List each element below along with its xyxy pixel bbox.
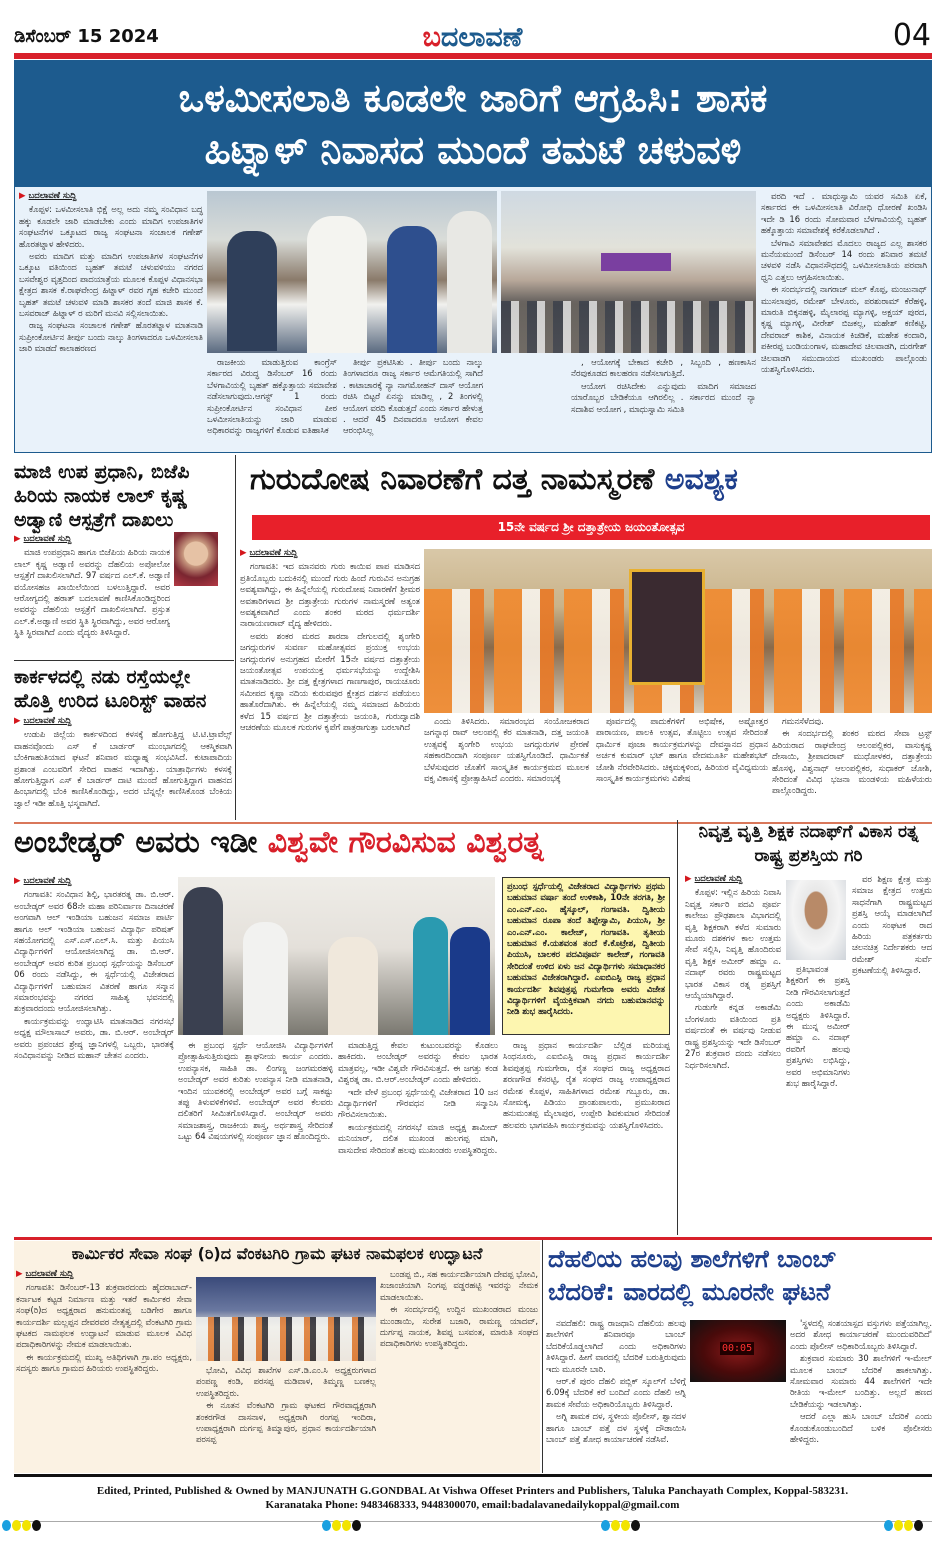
protest-photo-right bbox=[501, 191, 756, 353]
advani-photo bbox=[174, 532, 218, 586]
registration-marks bbox=[0, 1516, 945, 1528]
byline: ▶ ಬದಲಾವಣೆ ಸುದ್ದಿ bbox=[19, 191, 203, 202]
guru-col4: ಗಮನಸೆಳೆದವು. ಈ ಸಂದರ್ಭದಲ್ಲಿ ಶಂಕರ ಮಠದ ಸೇವಾ ಟ್ರಸ್ಟ್ ಹಿರಿಯರಾದ ರಾಘವೇಂದ್ರ ಆಲಂಪಲ್ಲಿಕರ, ವಾಸುಕೃಷ್ಣ ದೇಸಾಯಿ, ಶ್ರೀಪಾದರಾವ್ ಮುಧೋಳಕರ, ದತ್ತಾತ್ರೇಯ ಹೊಸಳ್ಳಿ, ವಿಶ್ವನಾಥ್ ಆಲಂಪಲ್ಲಿಕರ, ಸುಧಾಕರ್ ಜೋಶಿ, ಸೇರಿದಂತೆ ವಿವಿಧ ಭಜನಾ ಮಂಡಳಿಯ ಮಹಿಳೆಯರು ಪಾಲ್ಗೊಂಡಿದ್ದರು. bbox=[772, 716, 932, 796]
column-divider bbox=[677, 820, 678, 1235]
lead-headline-line2: ಹಿಟ್ನಾಳ್ ನಿವಾಸದ ಮುಂದೆ ತಮಟೆ ಚಳುವಳಿ bbox=[204, 128, 742, 172]
karmika-headline: ಕಾರ್ಮಿಕರ ಸೇವಾ ಸಂಘ (ರಿ)ದ ವೆಂಕಟಗಿರಿ ಗ್ರಾಮ ಘಟಕ ನಾಮಫಲಕ ಉದ್ಘಾಟನೆ bbox=[71, 1244, 483, 1263]
ambedkar-headline: ಅಂಬೇಡ್ಕರ್ ಅವರು ಇಡೀ ವಿಶ್ವವೇ ಗೌರವಿಸುವ ವಿಶ್ವರತ್ನ bbox=[14, 825, 544, 860]
logo-rest: ದಲಾವಣೆ bbox=[440, 22, 523, 53]
nadaf-col2: ಪ್ರತಿಭಾವಂತ ಶಿಕ್ಷಕರಿಗೆ ಈ ಪ್ರಶಸ್ತಿ ನೀಡಿ ಗೌರವಿಸಲಾಗುತ್ತದೆ ಎಂದು ಅಕಾಡೆಮಿ ಅಧ್ಯಕ್ಷರು ತಿಳಿಸಿದ್ದಾರೆ. ಈ ಮುನ್ನ ಅಮೀರ್ ಹಮ್ಜಾ ಎ. ನದಾಫ್ ರವರಿಗೆ ಹಲವು ಪ್ರಶಸ್ತಿಗಳು ಲಭಿಸಿದ್ದು, ಅವರ ಅಭಿಮಾನಿಗಳು ಶುಭ ಹಾರೈಸಿದ್ದಾರೆ. bbox=[786, 964, 850, 1089]
delhi-col2: 'ಸ್ಥಳದಲ್ಲಿ ಸಂಶಯಾಸ್ಪದ ವಸ್ತುಗಳು ಪತ್ತೆಯಾಗಿಲ್ಲ. ಅದರ ಶೋಧ ಕಾರ್ಯಾಚರಣೆ ಮುಂದುವರಿದಿದೆ' ಎಂದು ಪೊಲೀಸ್ ಅಧಿಕಾರಿಯೊಬ್ಬರು ತಿಳಿಸಿದ್ದಾರೆ. ಶುಕ್ರವಾರ ಸುಮಾರು 30 ಶಾಲೆಗಳಿಗೆ ಇ-ಮೇಲ್ ಮೂಲಕ ಬಾಂಬ್ ಬೆದರಿಕೆ ಹಾಕಲಾಗಿತ್ತು. ಸೋಮವಾರ ಸುಮಾರು 44 ಶಾಲೆಗಳಿಗೆ ಇದೇ ರೀತಿಯ ಇ-ಮೇಲ್ ಬಂದಿತ್ತು. ಅಲ್ಲದೆ ಹಣದ ಬೇಡಿಕೆಯನ್ನು ಇಡಲಾಗಿತ್ತು. ಆದರೆ ಎಲ್ಲಾ ಹುಸಿ ಬಾಂಬ್ ಬೆದರಿಕೆ ಎಂದು ಕೊಂಡುಕೊಂಡುಬಂದಿದೆ ಬಳಿಕ ಪೊಲೀಸರು ಹೇಳಿದ್ದರು. bbox=[790, 1318, 932, 1445]
advani-body: ▶ ಬದಲಾವಣೆ ಸುದ್ದಿ ಮಾಜಿ ಉಪಪ್ರಧಾನಿ ಹಾಗೂ ಬಿಜೆಪಿಯ ಹಿರಿಯ ನಾಯಕ ಲಾಲ್ ಕೃಷ್ಣ ಅಡ್ವಾಣಿ ಅವರನ್ನು ದೆಹಲಿಯ ಅಪೋಲೋ ಆಸ್ಪತ್ರೆಗೆ ದಾಖಲಿಸಲಾಗಿದೆ. 97 ವರ್ಷದ ಎಲ್.ಕೆ. ಅಡ್ವಾಣಿ ವಯೋಸಹಜ ಖಾಯಿಲೆಯಿಂದ ಬಳಲುತ್ತಿದ್ದಾರೆ. ಅವರ ಆರೋಗ್ಯದಲ್ಲಿ ಹಠಾತ್ ಬದಲಾವಣೆ ಕಾಣಿಸಿಕೊಂಡಿದ್ದರಿಂದ ಅವರನ್ನು ದೆಹಲಿಯ ಆಸ್ಪತ್ರೆಗೆ ದಾಖಲಿಸಲಾಗಿದೆ. ಪ್ರಸ್ತುತ ಎಲ್.ಕೆ.ಅಡ್ವಾಣಿ ಅವರ ಸ್ಥಿತಿ ಸ್ಥಿರವಾಗಿದ್ದು, ಅವರ ಆರೋಗ್ಯ ಸ್ಥಿತಿ ಸ್ಥಿರವಾಗಿದೆ ಎಂದು ವೈದ್ಯರು ತಿಳಿಸಿದ್ದಾರೆ. bbox=[14, 534, 170, 654]
lead-story bbox=[14, 186, 932, 453]
lead-headline-banner bbox=[14, 60, 932, 186]
ambedkar-col1: ▶ ಬದಲಾವಣೆ ಸುದ್ದಿ ಗಂಗಾವತಿ: ಸಂವಿಧಾನ ಶಿಲ್ಪಿ, ಭಾರತರತ್ನ ಡಾ. ಬಿ.ಆರ್. ಅಂಬೇಡ್ಕರ್ ಅವರ 68ನೇ ಮಹಾ ಪರಿನಿರ್ವಾಣ ದಿನಾಚರಣೆ ಅಂಗವಾಗಿ ಆಲ್ ಇಂಡಿಯಾ ಬಹುಜನ ಸಮಾಜ ಪಾರ್ಟಿ ಹಾಗೂ ಆಲ್ ಇಂಡಿಯಾ ಬಹುಜನ ವಿದ್ಯಾರ್ಥಿ ಪರಿಷತ್ ಸಹಯೋಗದಲ್ಲಿ ಎಸ್.ಎಸ್.ಎಲ್.ಸಿ. ಮತ್ತು ಪಿಯುಸಿ ವಿದ್ಯಾರ್ಥಿಗಳಿಗೆ ಆಯೋಜಿಸಲಾಗಿದ್ದ ಡಾ. ಬಿ.ಆರ್. ಅಂಬೇಡ್ಕರ್ ಅವರ ಕುರಿತ ಪ್ರಬಂಧ ಸ್ಪರ್ಧೆಯನ್ನು ಡಿಸೆಂಬರ್ 06 ರಂದು ನಡೆಸಿದ್ದು, ಈ ಸ್ಪರ್ಧೆಯಲ್ಲಿ ವಿಜೇತರಾದ ವಿದ್ಯಾರ್ಥಿಗಳಿಗೆ ಬಹುಮಾನ ವಿತರಣೆ ಹಾಗೂ ಸನ್ಮಾನ ಸಮಾರಂಭವನ್ನು ನಗರದ ಸಾಹಿತ್ಯ ಭವನದಲ್ಲಿ ಶುಕ್ರವಾರದಂದು ಆಯೋಜಿಸಲಾಗಿತ್ತು. ಕಾರ್ಯಕ್ರಮವನ್ನು ಉದ್ಘಾಟಿಸಿ ಮಾತನಾಡಿದ ನಗರಸಭೆ ಅಧ್ಯಕ್ಷ ಮೌಲಾಸಾಬ್ ಅವರು, ಡಾ. ಬಿ.ಆರ್. ಅಂಬೇಡ್ಕರ್ ಅವರು ಪ್ರಪಂಚದ ಶ್ರೇಷ್ಠ ಜ್ಞಾನಿಗಳಲ್ಲಿ ಒಬ್ಬರು, ಭಾರತಕ್ಕೆ ಸಂವಿಧಾನವನ್ನು ನೀಡಿದ ಮಹಾನ್ ಚೇತನ ಎಂದರು. bbox=[14, 876, 174, 1234]
issue-date: ಡಿಸೆಂಬರ್ 15 2024 bbox=[14, 26, 159, 47]
imprint: Edited, Printed, Published & Owned by MANJUNATH G.GONDBAL At Vishwa Offeset Printers and Publishers, Taluka Panchayath Complex, Koppal-583231. Karanataka Phone: 9483468333, 9448300070, email:badalavanedailykoppal@gmail.com bbox=[96, 1485, 849, 1511]
prize-winners-box: ಪ್ರಬಂಧ ಸ್ಪರ್ಧೆಯಲ್ಲಿ ವಿಜೇತರಾದ ವಿದ್ಯಾರ್ಥಿಗಳು ಪ್ರಥಮ ಬಹುಮಾನ ವರ್ಷಾ ತಂದೆ ಉಳಿಕಾಶಿ, 10ನೇ ತರಗತಿ, ಶ್ರೀ ಎಂ.ಎನ್.ಎಂ. ಹೈಸ್ಕೂಲ್, ಗಂಗಾವತಿ. ದ್ವಿತೀಯ ಬಹುಮಾನ ರೂಪಾ ತಂದೆ ತಿಪ್ಪೇಸ್ವಾಮಿ, ಪಿಯುಸಿ, ಶ್ರೀ ಎಂ.ಎನ್.ಎಂ. ಕಾಲೇಜ್, ಗಂಗಾವತಿ. ತೃತೀಯ ಬಹುಮಾನ ಕೆ.ಯಶವಂತ ತಂದೆ ಕೆ.ಕೊಟ್ರೇಶ, ದ್ವಿತೀಯ ಪಿಯುಸಿ, ಬಾಲಕರ ಪದವಿಪೂರ್ವ ಕಾಲೇಜ್, ಗಂಗಾವತಿ ಸೇರಿದಂತೆ ಉಳಿದ ಏಳು ಜನ ವಿದ್ಯಾರ್ಥಿಗಳು ಸಮಾಧಾನಕರ ಬಹುಮಾನ ವಿಜೇತರಾಗಿದ್ದಾರೆ. ಎಐಬಿಎಸ್ಪಿ ರಾಜ್ಯ ಪ್ರಧಾನ ಕಾರ್ಯದರ್ಶಿ ಶಿವಪುತ್ರಪ್ಪ ಗುಮಗೇರಾ ಅವರು ವಿಜೇತ ವಿದ್ಯಾರ್ಥಿಗಳಿಗೆ ವೈಯಕ್ತಿಕವಾಗಿ ನಗದು ಬಹುಮಾನವನ್ನು ನೀಡಿ ಶುಭ ಹಾರೈಸಿದರು. bbox=[502, 877, 670, 1035]
bomb-photo bbox=[690, 1320, 786, 1382]
delhi-col1: ನವದೆಹಲಿ: ರಾಷ್ಟ್ರ ರಾಜಧಾನಿ ದೆಹಲಿಯ ಹಲವು ಶಾಲೆಗಳಿಗೆ ಶನಿವಾರವೂ ಬಾಂಬ್ ಬೆದರಿಕೆಯೊಡ್ಡಲಾಗಿದೆ ಎಂದು ಅಧಿಕಾರಿಗಳು ತಿಳಿಸಿದ್ದಾರೆ. ಹೀಗೆ ವಾರದಲ್ಲಿ ಬೆದರಿಕೆ ಬರುತ್ತಿರುವುದು ಇದು ಮೂರನೇ ಬಾರಿ. ಆರ್.ಕೆ ಪುರಂ ದೆಹಲಿ ಪಬ್ಲಿಕ್ ಸ್ಕೂಲ್‌ಗೆ ಬೆಳಿಗ್ಗೆ 6.09ಕ್ಕೆ ಬೆದರಿಕೆ ಕರೆ ಬಂದಿದೆ ಎಂದು ದೆಹಲಿ ಅಗ್ನಿ ಶಾಮಕ ಸೇವೆಯ ಅಧಿಕಾರಿಯೊಬ್ಬರು ತಿಳಿಸಿದ್ದಾರೆ. ಅಗ್ನಿ ಶಾಮಕ ದಳ, ಸ್ಥಳೀಯ ಪೊಲೀಸ್, ಶ್ವಾನದಳ ಹಾಗೂ ಬಾಂಬ್ ಪತ್ತೆ ದಳ ಸ್ಥಳಕ್ಕೆ ದೌಡಾಯಿಸಿ ಬಾಂಬ್ ಪತ್ತೆ ಶೋಧ ಕಾರ್ಯಾಚರಣೆ ನಡೆಸಿವೆ. bbox=[546, 1318, 686, 1445]
divider bbox=[14, 660, 234, 661]
nadaf-col1: ▶ ಬದಲಾವಣೆ ಸುದ್ದಿ ಕೊಪ್ಪಳ: ಇಲ್ಲಿನ ಹಿರಿಯ ನಿವಾಸಿ ನಿವೃತ್ತ ಸರ್ಕಾರಿ ಪದವಿ ಪೂರ್ವ ಕಾಲೇಜು ಪ್ರೌಢಶಾಲಾ ವಿಭಾಗದಲ್ಲಿ ವೃತ್ತಿ ಶಿಕ್ಷಕರಾಗಿ ಕಳೆದ ಸುಮಾರು ಮೂರು ದಶಕಗಳ ಕಾಲ ಉತ್ತಮ ಸೇವೆ ಸಲ್ಲಿಸಿ, ನಿವೃತ್ತಿ ಹೊಂದಿರುವ ವೃತ್ತಿ ಶಿಕ್ಷಕ ಅಮೀರ್ ಹಮ್ಜಾ ಎ. ನದಾಫ್ ರವರು ರಾಷ್ಟ್ರಮಟ್ಟದ ಭಾರತ ವಿಕಾಸ ರತ್ನ ಪ್ರಶಸ್ತಿಗೆ ಆಯ್ಕೆಯಾಗಿದ್ದಾರೆ. ಗುಡುಗೇ ಕನ್ನಡ ಅಕಾಡೆಮಿ ಬೆಂಗಳೂರು ವತಿಯಿಂದ ಪ್ರತಿ ವರ್ಷದಂತೆ ಈ ವರ್ಷವು ನೀಡುವ ರಾಷ್ಟ್ರ ಪ್ರಶಸ್ತಿಯನ್ನು ಇದೇ ಡಿಸೆಂಬರ್ 27ರ ಶುಕ್ರವಾರ ದಂದು ನಡೆಸಲು ನಿರ್ಧರಿಸಲಾಗಿದೆ. bbox=[685, 874, 781, 1234]
footer-rule bbox=[14, 1474, 932, 1477]
guru-col1: ▶ ಬದಲಾವಣೆ ಸುದ್ದಿ ಗಂಗಾವತಿ: ಇದ ಮಾನವರು ಗುರು ಕಾಯಿವ ಪಾಪ ಮಾಡಿಸದ ಪ್ರತಿಯೊಬ್ಬರು ಬದುಕಿನಲ್ಲಿ ಮುಂದೆ ಗುರು ಹಿಂದೆ ಗುರುವಿನ ಅನುಗ್ರಹ ಅವಶ್ಯವಾಗಿದ್ದು, ಈ ಹಿನ್ನೆಲೆಯಲ್ಲಿ ಗುರುದೋಷ ನಿವಾರಣೆಗೆ ಶ್ರೀಮಠ ಅವತಾರಿಗಳಾದ ಶ್ರೀ ದತ್ತಾತ್ರೇಯ ಗುರುಗಳ ನಾಮಸ್ಮರಣೆ ಅತ್ಯಂತ ಅವಶ್ಯಕವಾಗಿದೆ ಎಂದು ಶಂಕರ ಮಠದ ಧರ್ಮದರ್ಶಿ ನಾರಾಯಣರಾವ್ ವೈದ್ಯ ಹೇಳಿದರು. ಅವರು ಶಂಕರ ಮಠದ ಶಾರದಾ ದೇಗುಲದಲ್ಲಿ ಶೃಂಗೇರಿ ಜಗದ್ಗುರುಗಳ ಸುವರ್ಣ ಮಹೋತ್ಸವದ ಪ್ರಯುಕ್ತ ಉಭಯ ಜಗದ್ಗುರುಗಳ ಅನುಗ್ರಹದ ಮೇರೆಗೆ 15ನೇ ವರ್ಷದ ದತ್ತಾತ್ರೇಯ ಜಯಂತೋತ್ಸವ ಉಪಯುಕ್ತ ಧರ್ಮಸಭೆಯನ್ನು ಉದ್ದೇಶಿಸಿ ಮಾತನಾಡಿದರು. ಶ್ರೀ ದತ್ತ ಕ್ಷೇತ್ರಗಳಾದ ಗಾಣಗಾಪುರ, ರಾಯಚೂರು ಸಮೀಪದ ಕೃಷ್ಣಾ ನದಿಯ ಕುರುವಪುರ ಕ್ಷೇತ್ರದ ದರ್ಶನ ಪಡೆಯಲು ಹಾತೊರೆದಾಗಿತು. ಈ ಹಿನ್ನೆಲೆಯಲ್ಲಿ ನಮ್ಮ ಸಮಾಜದ ಹಿರಿಯರು ಕಳೆದ 15 ವರ್ಷದ ಶ್ರೀ ದತ್ತಾತ್ರೇಯ ಜಯಂತಿ, ಗುರುದ್ವಾದಶಿ ಆಚರಣೆಯ ಮೂಲಕ ಗುರುಗಳ ಕೃಪೆಗೆ ಪಾತ್ರರಾಗುತ್ತಾ ಬರಲಾಗಿದೆ bbox=[240, 548, 420, 820]
guru-headline: ಗುರುದೋಷ ನಿವಾರಣೆಗೆ ದತ್ತ ನಾಮಸ್ಮರಣೆ ಅವಶ್ಯಕ bbox=[250, 462, 738, 497]
lead-story-col4: , ಆಯೋಗಕ್ಕೆ ಬೇಕಾದ ಕಚೇರಿ , ಸಿಬ್ಬಂದಿ , ಹಣಕಾಸಿನ ನೆರವುಕೂಡದ ಕಾಲಹರಣ ನಡೆಸಲಾಗುತ್ತಿದೆ. ಆಯೋಗ ರಚಿಸಿದೇಕು ಎನ್ನುವುದು ಮಾದಿಗ ಸಮಾಜದ ಯಾರೊಬ್ಬರ ಬೇಡಿಕೆಯೂ ಆಗಿರಲಿಲ್ಲ . ಸರ್ಕಾರದ ಮುಂದೆ ನ್ಯಾ ಸದಾಶಿವ ಆಯೋಗ , ಮಾಧುಸ್ವಾಮಿ ಸಮಿತಿ bbox=[571, 357, 756, 414]
column-divider bbox=[235, 455, 236, 820]
karmika-col2: ಬಂಡಪ್ಪ ಬಿ., ಸಹ ಕಾರ್ಯದರ್ಶಿಯಾಗಿ ದೇವಪ್ಪ ಭೋವಿ, ಖಜಾಂಚಿಯಾಗಿ ನಿಂಗಪ್ಪ ವಡ್ಡರಹಟ್ಟಿ ಇವರನ್ನು ನೇಮಕ ಮಾಡಲಾಯಿತು. ಈ ಸಂದರ್ಭದಲ್ಲಿ ಉದ್ದಿನ ಮುಖಂಡರಾದ ಮಂಜು ಮುಂಡಾಯಿ, ಸುರೇಶ ಬಜಾರಿ, ರಾಮಣ್ಣ ಯಾದವ್, ದುರ್ಗಪ್ಪ ನಾಯಕ, ಶಿವಪ್ಪ ಬಸವಂತ, ಮಾರುತಿ ಸಂಘದ ಪದಾಧಿಕಾರಿಗಳು ಉಪಸ್ಥಿತರಿದ್ದರು. bbox=[380, 1269, 538, 1349]
section-rule bbox=[14, 1237, 932, 1240]
karmika-col3: ಭೋವಿ, ವಿವಿಧ ಶಾಖೆಗಳ ಎಸ್.ಡಿ.ಎಂ.ಸಿ ಅಧ್ಯಕ್ಷರುಗಳಾದ ಪಂಪಣ್ಣ ಕಂಡಿ, ಪರಸಪ್ಪ ಮಡಿವಾಳ, ತಿಮ್ಮಣ್ಣ ಬಣಕಲ್ಲ ಉಪಸ್ಥಿತರಿದ್ದರು. ಈ ನೂತನ ವೆಂಕಟಗಿರಿ ಗ್ರಾಮ ಘಟಕದ ಗೌರವಾಧ್ಯಕ್ಷರಾಗಿ ಶಂಕರಗೌಡ ದಾಸನಾಳ, ಅಧ್ಯಕ್ಷರಾಗಿ ರಂಗಪ್ಪ ಇಂದಿರಾ, ಉಪಾಧ್ಯಕ್ಷರಾಗಿ ದುರ್ಗಪ್ಪ ತಿಮ್ಮಾಪುರ, ಪ್ರಧಾನ ಕಾರ್ಯದರ್ಶಿಯಾಗಿ ಪರಸಪ್ಪ bbox=[196, 1365, 376, 1445]
protest-photo-left bbox=[207, 191, 497, 353]
karkala-body: ▶ ಬದಲಾವಣೆ ಸುದ್ದಿ ಉಡುಪಿ ಜಿಲ್ಲೆಯ ಕಾರ್ಕಳದಿಂದ ಕಳಸಕ್ಕೆ ಹೋಗುತ್ತಿದ್ದ ಟಿ.ಟಿ.ಟ್ರಾವೆಲ್ಸ್ ವಾಹನವೊಂದು ಎಸ್ ಕೆ ಬಾರ್ಡರ್ ಮುಂಭಾಗದಲ್ಲಿ ಆಕಸ್ಮಿಕವಾಗಿ ಬೆಂಕಿಗಾಹುತಿಯಾದ ಘಟನೆ ಶನಿವಾರ ಮಧ್ಯಾಹ್ನ ಸಂಭವಿಸಿದೆ. ಕುಟಾಪಾದಿಯ ಪ್ರಶಾಂತ ಎಂಬವರಿಗೆ ಸೇರಿದ ವಾಹನ ಇದಾಗಿತ್ತು. ಯಾತ್ರಾರ್ಥಿಗಳು ಕಳಸಕ್ಕೆ ಹೋಗುತ್ತಿದ್ದಾಗ ಎಸ್ ಕೆ ಬಾರ್ಡರ್ ದಾಟಿ ಮುಂದೆ ಹೋಗುತ್ತಿದ್ದಾಗ ವಾಹನದ ಹಿಂಭಾಗದಲ್ಲಿ ಬೆಂಕಿ ಕಾಣಿಸಿಕೊಂಡಿದ್ದು, ಅದರ ಬೆನ್ನಲ್ಲೇ ಕಾಣಿಸಿಕೊಂಡ ಬೆಂಕಿಯ ಜ್ವಾಲೆ ಇಡೀ ಹೊತ್ತಿ ಭಸ್ಮವಾಗಿದೆ. bbox=[14, 716, 232, 820]
ambedkar-col3: ಮಾಡುತ್ತಿದ್ದ ಕೇವಲ ಕುಟುಂಬವರನ್ನು ಕೊಡಲು ಹಾಕಿದರು. ಅಂಬೇಡ್ಕರ್ ಅವರನ್ನು ಕೇವಲ ಭಾರತ ಮಾತ್ರವಲ್ಲ, ಇಡೀ ವಿಶ್ವವೇ ಗೌರವಿಸುತ್ತದೆ. ಈ ಜಗತ್ತು ಕಂಡ ವಿಶ್ವರತ್ನ ಡಾ. ಬಿ.ಆರ್.ಅಂಬೇಡ್ಕರ್ ಎಂದು ಹೇಳಿದರು. ಇದೇ ವೇಳೆ ಪ್ರಬಂಧ ಸ್ಪರ್ಧೆಯಲ್ಲಿ ವಿಜೇತರಾದ 10 ಜನ ವಿದ್ಯಾರ್ಥಿಗಳಿಗೆ ಗೌರವಧನ ನೀಡಿ ಸನ್ಮಾನಿಸಿ ಗೌರವಿಸಲಾಯಿತು. ಕಾರ್ಯಕ್ರಮದಲ್ಲಿ ನಗರಸಭೆ ಮಾಜಿ ಅಧ್ಯಕ್ಷ ಶಾಮೀದ್ ಮನಿಯಾರ್, ದಲಿತ ಮುಖಂಡ ಹುಲಗಪ್ಪ ಮಾಗಿ, ವಾಸುದೇವ ಸೇರಿದಂತೆ ಹಲವು ಮುಖಂಡರು ಉಪಸ್ಥಿತರಿದ್ದರು. bbox=[338, 1040, 498, 1155]
guru-subtitle-bar: 15ನೇ ವರ್ಷದ ಶ್ರೀ ದತ್ತಾತ್ರೇಯ ಜಯಂತೋತ್ಸವ bbox=[252, 515, 930, 540]
nadaf-headline: ನಿವೃತ್ತ ವೃತ್ತಿ ಶಿಕ್ಷಕ ನದಾಫ್‌ಗೆ ವಿಕಾಸ ರತ್ನ ರಾಷ್ಟ್ರ ಪ್ರಶಸ್ತಿಯ ಗರಿ bbox=[698, 822, 919, 866]
newspaper-logo bbox=[0, 22, 945, 54]
delhi-bomb-headline: ದೆಹಲಿಯ ಹಲವು ಶಾಲೆಗಳಿಗೆ ಬಾಂಬ್ ಬೆದರಿಕೆ: ವಾರದಲ್ಲಿ ಮೂರನೇ ಘಟನೆ bbox=[548, 1245, 837, 1306]
lead-story-col3: ತೀರ್ಪು ಪ್ರಕಟಿಸಿತು . ತೀರ್ಪು ಬಂದು ನಾಲ್ಕು ತಿಂಗಳಾದರೂ ರಾಜ್ಯ ಸರ್ಕಾರ ಆಮೆಗತಿಯಲ್ಲಿ ಸಾಗಿದೆ . ಕಾಟಾಚಾರಕ್ಕೆ ನ್ಯಾ ನಾಗಮೋಹನ್ ದಾಸ್ ಆಯೋಗ ರಚಿಸಿ ಬಿಟ್ಟರೆ ಏನನ್ನು ಮಾಡಿಲ್ಲ , 2 ತಿಂಗಳಲ್ಲಿ ಆಯೋಗ ವರದಿ ಕೊಡುತ್ತದೆ ಎಂದು ಸರ್ಕಾರ ಹೇಳುತ್ತ . ಆದರೆ 45 ದಿನವಾದರೂ ಆಯೋಗ ಕೇವಲ ಆರಂಭಿಸಿಲ್ಲ bbox=[343, 357, 483, 436]
nadaf-col3: ವರ ಶಿಕ್ಷಣ ಕ್ಷೇತ್ರ ಮತ್ತು ಸಮಾಜ ಕ್ಷೇತ್ರದ ಉತ್ತಮ ಸಾಧನೆಗಾಗಿ ರಾಷ್ಟ್ರಮಟ್ಟದ ಪ್ರಶಸ್ತಿ ಆಯ್ಕೆ ಮಾಡಲಾಗಿದೆ ಎಂದು ಸಂಘಟಕ ರಾದ ಹಿರಿಯ ಪತ್ರಕರ್ತರು ಚಲನಚಿತ್ರ ನಿರ್ದೇಶಕರು ಆದ ರಮೇಶ್ ಸುರ್ವೆ ಪ್ರಕಟಣೆಯಲ್ಲಿ ತಿಳಿಸಿದ್ದಾರೆ. bbox=[852, 874, 932, 976]
lead-story-col1: ▶ ಬದಲಾವಣೆ ಸುದ್ದಿ ಕೊಪ್ಪಳ: ಒಳಮೀಸಲಾತಿ ಭಿಕ್ಷೆ ಅಲ್ಲ ಅದು ನಮ್ಮ ಸಂವಿಧಾನ ಬದ್ಧ ಹಕ್ಕು ಕೂಡಲೇ ಜಾರಿ ಮಾಡಬೇಕು ಎಂದು ಮಾದಿಗ ಉಪಜಾತಿಗಳ ಸಂಘಟನೆಗಳ ಒಕ್ಕೂಟದ ರಾಜ್ಯ ಸಂಘಟನಾ ಸಂಚಾಲಕ ಗಣೇಶ್ ಹೊರತಟ್ನಾಳ ಹೇಳಿದರು. ಅವರು ಮಾದಿಗ ಮತ್ತು ಮಾದಿಗ ಉಪಜಾತಿಗಳ ಸಂಘಟನೆಗಳ ಒಕ್ಕೂಟ ವತಿಯಿಂದ ಬೃಹತ್ ತಮಟೆ ಚಳುವಳಿಯು ನಗರದ ಬಸವೇಶ್ವರ ವೃತ್ತದಿಂದ ಪಾದಯಾತ್ರೆಯ ಮೂಲಕ ಕೊಪ್ಪಳ ವಿಧಾನಸಭಾ ಕ್ಷೇತ್ರದ ಶಾಸಕ ಕೆ.ರಾಘವೇಂದ್ರ ಹಿಟ್ನಾಳ್ ರವರ ಗೃಹ ಕಚೇರಿ ಮುಂದೆ ಬೃಹತ್ ತಮಟೆ ಚಳುವಳಿ ಮಾಡಿ ಶಾಸಕರ ತಂದೆ ಮಾಜಿ ಶಾಸಕ ಕೆ. ಬಸವರಾಜ್ ಹಿಟ್ನಾಳ್ ರ ಮರಿಗೆ ಮನವಿ ಸಲ್ಲಿಸಲಾಯಿತು. ರಾಜ್ಯ ಸಂಘಟನಾ ಸಂಚಾಲಕ ಗಣೇಶ್ ಹೊರತಟ್ನಾಳ ಮಾತನಾಡಿ ಸುಪ್ರೀಂಕೋರ್ಟಿನ ತೀರ್ಪು ಬಂದು ನಾಲ್ಕು ತಿಂಗಳಾದರೂ ಒಳಮೀಸಲಾತಿ ಜಾರಿ ಮಾಡದೆ ಕಾಲಾಹರಣದ bbox=[19, 191, 203, 449]
guru-headline-accent: ಅವಶ್ಯಕ bbox=[664, 462, 738, 497]
dattatreya-jayanti-photo bbox=[424, 549, 932, 713]
header-rule bbox=[14, 53, 932, 59]
ambedkar-headline-accent: ವಿಶ್ವವೇ ಗೌರವಿಸುವ ವಿಶ್ವರತ್ನ bbox=[267, 825, 544, 860]
karmika-col1: ▶ ಬದಲಾವಣೆ ಸುದ್ದಿ ಗಂಗಾವತಿ: ಡಿಸೆಂಬರ್-13 ಶುಕ್ರವಾರದಂದು ಹೈದರಾಬಾದ್-ಕರ್ನಾಟಕ ಕಟ್ಟಡ ನಿರ್ಮಾಣ ಮತ್ತು ಇತರೆ ಕಾರ್ಮಿಕರ ಸೇವಾ ಸಂಘ(ರಿ)ದ ಅಧ್ಯಕ್ಷರಾದ ಹನುಮಂತಪ್ಪ ಬಡಿಗೇರ ಹಾಗೂ ಕಾರ್ಯದರ್ಶಿ ಮಲ್ಲಪ್ಪನ ದೇವರವರ ನೇತೃತ್ವದಲ್ಲಿ ವೆಂಕಟಗಿರಿ ಗ್ರಾಮ ಘಟಕದ ನಾಮಫಲಕ ಉದ್ಘಾಟನೆ ಮಾಡುವ ಮೂಲಕ ವಿವಿಧ ಪದಾಧಿಕಾರಿಗಳನ್ನು ನೇಮಕ ಮಾಡಲಾಯಿತು. ಈ ಕಾರ್ಯಕ್ರಮದಲ್ಲಿ ಮುಖ್ಯ ಅತಿಥಿಗಳಾಗಿ ಗ್ರಾ.ಪಂ ಅಧ್ಯಕ್ಷರು, ಸದಸ್ಯರು ಹಾಗೂ ಗ್ರಾಮದ ಹಿರಿಯರು ಉಪಸ್ಥಿತರಿದ್ದರು. bbox=[16, 1269, 192, 1469]
advani-headline: ಮಾಜಿ ಉಪ ಪ್ರಧಾನಿ, ಬಿಜೆಪಿ ಹಿರಿಯ ನಾಯಕ ಲಾಲ್ ಕೃಷ್ಣ ಅಡ್ವಾಣಿ ಆಸ್ಪತ್ರೆಗೆ ದಾಖಲು bbox=[14, 461, 190, 531]
lead-story-col2: ರಾಜಕೀಯ ಮಾಡುತ್ತಿರುವ ಕಾಂಗ್ರೆಸ್ ಸರ್ಕಾರದ ವಿರುದ್ಧ ಡಿಸೆಂಬರ್ 16 ರಂದು ಬೆಳಗಾವಿಯಲ್ಲಿ ಬೃಹತ್ ಹಕ್ಕೊತ್ತಾಯ ಸಮಾವೇಶ ನಡೆಸಲಾಗುವುದು.ಆಗಸ್ಟ್ 1 ರಂದು ಸುಪ್ರೀಂಕೋರ್ಟಿನ ಸಂವಿಧಾನ ಪೀಠ ಒಳಮೀಸಲಾತಿಯನ್ನು ಜಾರಿ ಮಾಡುವ ಅಧಿಕಾರವನ್ನು ರಾಜ್ಯಗಳಿಗೆ ಕೊಡುವ ಐತಿಹಾಸಿಕ bbox=[207, 357, 337, 436]
logo-first-letter: ಬ bbox=[422, 22, 441, 53]
bomb-timer: 00:05 bbox=[722, 1343, 753, 1354]
karkala-headline: ಕಾರ್ಕಳದಲ್ಲಿ ನಡು ರಸ್ತೆಯಲ್ಲೇ ಹೊತ್ತಿ ಉರಿದ ಟೂರಿಸ್ಟ್ ವಾಹನ bbox=[14, 666, 207, 712]
column-divider bbox=[542, 1240, 543, 1473]
nameplate-inauguration-photo bbox=[196, 1277, 376, 1361]
karmika-story bbox=[14, 1241, 540, 1473]
masthead bbox=[0, 0, 945, 60]
guru-col3: ಪೂರ್ವದಲ್ಲಿ ಪಾದುಕೆಗಳಿಗೆ ಅಭಿಷೇಕ, ಅಷ್ಟೋತ್ತರ ಪಾರಾಯಣ, ಪಾಲಕಿ ಉತ್ಸವ, ತೊಟ್ಟಿಲು ಉತ್ಸವ ಸೇರಿದಂತೆ ಧಾರ್ಮಿಕ ಪೂಜಾ ಕಾರ್ಯಕ್ರಮಗಳನ್ನು ದೇವಸ್ಥಾನದ ಪ್ರಧಾನ ಅರ್ಚಕ ಕುಮಾರ್ ಭಟ್ ಹಾಗೂ ವೇದಮೂರ್ತಿ ಮಹೇಶಭಟ್ ಜೋಶಿ ನೆರವೇರಿಸಿದರು. ಚಿಕ್ಕಮಕ್ಕಳಿಂದ, ಹಿರಿಯರ ವೈವಿಧ್ಯಮಯ ಸಾಂಸ್ಕೃತಿಕ ಕಾರ್ಯಕ್ರಮಗಳು ವಿಶೇಷ bbox=[596, 716, 768, 784]
lead-headline-line1: ಒಳಮೀಸಲಾತಿ ಕೂಡಲೇ ಜಾರಿಗೆ ಆಗ್ರಹಿಸಿ: ಶಾಸಕ bbox=[178, 76, 768, 120]
ambedkar-event-photo bbox=[178, 877, 495, 1035]
page-number: 04 bbox=[892, 18, 931, 53]
nadaf-portrait bbox=[786, 880, 846, 960]
lead-story-col5: ವರದಿ ಇದೆ . ಮಾಧುಸ್ವಾಮಿ ಯವರ ಸಮಿತಿ ಏಕೆ, ಸರ್ಕಾರದ ಈ ಒಳಮೀಸಲಾತಿ ವಿರೋಧಿ ಧೋರಣೆ ಖಂಡಿಸಿ ಇದೇ ಡಿ 16 ರಂದು ಸೋಮವಾರ ಬೆಳಗಾವಿಯಲ್ಲಿ ಬೃಹತ್ ಹಕ್ಕೊತ್ತಾಯ ಸಮಾವೇಶಕ್ಕೆ ಕರೆಕೊಡಲಾಗಿದೆ . ಬೆಳಗಾವಿ ಸಮಾವೇಶದ ಮೊದಲು ರಾಜ್ಯದ ಎಲ್ಲ ಶಾಸಕರ ಮನೆಯಮುಂದೆ ಡಿಸೆಂಬರ್ 14 ರಂದು ಶನಿವಾರ ತಮಟೆ ಚಳವಳಿ ನಡೆಸಿ ವಿಧಾನಸೌಧದಲ್ಲಿ ಒಳಮೀಸಲಾತಿಯ ಪರವಾಗಿ ಧ್ವನಿ ಎತ್ತಲು ಆಗ್ರಹಿಸಲಾಯಿತು. ಈ ಸಂದರ್ಭದಲ್ಲಿ ನಾಗರಾಜ್ ಮಲ್ ಕೊಪ್ಪ, ಮಂಜುನಾಥ್ ಮುಸಲಾಪುರ, ರಮೇಶ್ ಬೇಳೂರು, ಪರಶುರಾಮ್ ಕೆರೆಹಳ್ಳಿ, ಮಾರುತಿ ಬಿಕ್ಕನಹಳ್ಳಿ, ಮೈಲಾರಪ್ಪ ಮ್ಯಾಗಳ್ಳಿ, ಅಕ್ಷಯ್ ಪುರದ, ಕೃಷ್ಣ ಮ್ಯಾಗಳ್ಳಿ, ವೀರೇಶ್ ಬಿಜಕಲ್ಲ, ಮಹೇಶ್ ಕಣಿಕಟ್ಟಿ, ದೇವರಾಜ್ ಕಾಶಿಕ, ವಿನಾಯಕ ಕಿಚಡಿಕೆ, ಮಹೇಶ ಕಂದಾರಿ, ಪಕೀರಪ್ಪ ಬಂಡಿಯಂಗಾಳ, ಮಹಾದೇವ ಚಿಲವಾಡಗಿ, ದುರಗೇಶ್ ಚಿಲವಾಡಗಿ ಸಮುದಾಯದ ಮುಖಂಡರು ಪಾಲ್ಗೊಂಡು ಯಶಸ್ವಿಗೊಳಿಸಿದರು. bbox=[761, 191, 927, 375]
ambedkar-col2: ಈ ಪ್ರಬಂಧ ಸ್ಪರ್ಧೆ ಆಯೋಜಿಸಿ ವಿದ್ಯಾರ್ಥಿಗಳಿಗೆ ಪ್ರೋತ್ಸಾಹಿಸುತ್ತಿರುವುದು ಶ್ಲಾಘನೀಯ ಕಾರ್ಯ ಎಂದರು. ಉಪನ್ಯಾಸಕ, ಸಾಹಿತಿ ಡಾ. ಲಿಂಗಣ್ಣ ಜಂಗಮರಹಳ್ಳಿ ಅಂಬೇಡ್ಕರ್ ಅವರ ಕುರಿತು ಉಪನ್ಯಾಸ ನೀಡಿ ಮಾತನಾಡಿ, ಇಂದಿನ ಯುವಕರಲ್ಲಿ ಅಂಬೇಡ್ಕರ್ ಅವರ ಬಗ್ಗೆ ಸಾಕಷ್ಟು ತಪ್ಪು ತಿಳುವಳಿಕೆಗಳಿವೆ. ಅಂಬೇಡ್ಕರ್ ಅವರ ಕೆಲವರು ದಲಿತರಿಗೆ ಸೀಮಿತಗೊಳಿಸಿದ್ದಾರೆ. ಅಂಬೇಡ್ಕರ್ ಅವರು ಸಮಾಜಶಾಸ್ತ್ರ, ರಾಜಕೀಯ ಶಾಸ್ತ್ರ, ಅರ್ಥಶಾಸ್ತ್ರ ಸೇರಿದಂತೆ ಒಟ್ಟು 64 ವಿಷಯಗಳಲ್ಲಿ ಸಂಪೂರ್ಣ ಜ್ಞಾನ ಹೊಂದಿದ್ದರು. bbox=[178, 1040, 333, 1142]
ambedkar-col4: ರಾಜ್ಯ ಪ್ರಧಾನ ಕಾರ್ಯದರ್ಶಿ ಬೆಲ್ಲಿಡ ಮರಿಯಪ್ಪ ಸಿಂಧನೂರು, ಎಐಬಿಎಸ್ಪಿ ರಾಜ್ಯ ಪ್ರಧಾನ ಕಾರ್ಯದರ್ಶಿ ಶಿವಪುತ್ರಪ್ಪ ಗುಮಗೇರಾ, ರೈತ ಸಂಘದ ರಾಜ್ಯ ಅಧ್ಯಕ್ಷರಾದ ಶರಣಗೌಡ ಕೆಸರಟ್ಟಿ, ರೈತ ಸಂಘದ ರಾಜ್ಯ ಉಪಾಧ್ಯಕ್ಷರಾದ ರಮೇಶ ಕೊಪ್ಪಳ, ಸಾಹಿತಿಗಳಾದ ರಮೇಶ ಗಬ್ಬೂರು, ಡಾ. ಸೋಮಕ್ಕ, ಪಿಡಿಯು ಪ್ರಾಂಶುಪಾಲರು, ಪ್ರಮುಖರಾದ ಹನುಮಂತಪ್ಪ ಮೈಲಾಪುರ, ಉಪ್ಪೇರಿ ಶಿವಕುಮಾರ ಸೇರಿದಂತೆ ಹಲವರು ಭಾಗವಹಿಸಿ ಕಾರ್ಯಕ್ರಮವನ್ನು ಯಶಸ್ವಿಗೊಳಿಸಿದರು. bbox=[503, 1040, 670, 1130]
guru-col2: ಎಂದು ತಿಳಿಸಿದರು. ಸಮಾರಂಭದ ಸಂಯೋಜಕರಾದ ಜಗನ್ನಾಥ ರಾವ್ ಆಲಂಪಲ್ಲಿ ಕೆರ ಮಾತನಾಡಿ, ದತ್ತ ಜಯಂತಿ ಉತ್ಸವಕ್ಕೆ ಶೃಂಗೇರಿ ಉಭಯ ಜಗದ್ಗುರುಗಳ ಪ್ರೇರಣೆ ಸಹಕಾರದಿಂದಾಗಿ ಸಂಪೂರ್ಣ ಯಶಸ್ವಿಗೊಂಡಿದೆ. ಧಾರ್ಮಿಕತೆ ಬೆಳೆಸುವುದರ ಜೊತೆಗೆ ಸಾಂಸ್ಕೃತಿಕ ಕಾರ್ಯಕ್ರಮದ ಮೂಲಕ ವಕ್ತೃ ವಿಕಾಸಕ್ಕೆ ಪ್ರೋತ್ಸಾಹಿಸಿದೆ ಎಂದರು. ಸಮಾರಂಭಕ್ಕೆ bbox=[424, 716, 589, 784]
